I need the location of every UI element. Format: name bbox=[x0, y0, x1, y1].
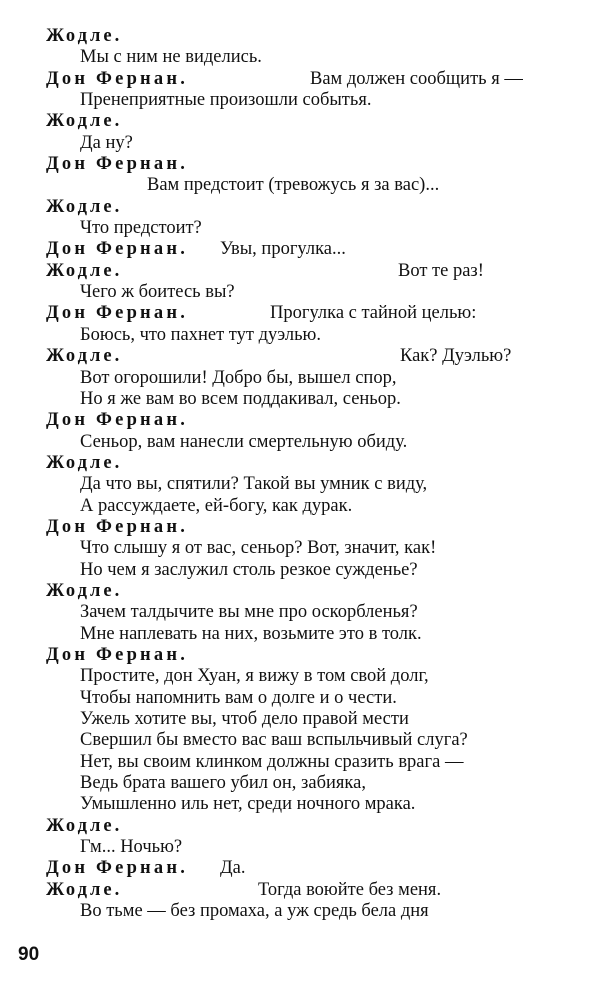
speaker-name: Жодле. bbox=[46, 26, 123, 46]
verse-line: Вот те раз! bbox=[398, 260, 484, 281]
verse-line: Нет, вы своим клинком должны сразить врага — bbox=[80, 751, 464, 772]
verse-line: Прогулка с тайной целью: bbox=[270, 303, 477, 324]
verse-line: А рассуждаете, ей-богу, как дурак. bbox=[80, 495, 353, 516]
verse-line: Пренеприятные произошли событья. bbox=[80, 90, 372, 111]
speaker-name: Дон Фернан. bbox=[46, 410, 189, 431]
text-line bbox=[0, 389, 600, 410]
verse-line: Ужель хотите вы, чтоб дело правой мести bbox=[80, 709, 409, 729]
verse-line: Боюсь, что пахнет тут дуэлью. bbox=[80, 324, 321, 345]
text-line bbox=[0, 474, 600, 495]
verse-line: Вот огорошили! Добро бы, вышел спор, bbox=[80, 367, 397, 388]
text-line bbox=[0, 111, 600, 132]
verse-line: Свершил бы вместо вас ваш вспыльчивый слуга? bbox=[80, 730, 468, 751]
text-line bbox=[0, 816, 600, 837]
speaker-name: Жодле. bbox=[46, 260, 123, 281]
text-line bbox=[0, 560, 600, 581]
verse-line: Как? Дуэлью? bbox=[400, 346, 512, 367]
verse-line: Да ну? bbox=[80, 132, 133, 153]
verse-line: Зачем талдычите вы мне про оскорбленья? bbox=[80, 602, 418, 623]
speaker-name: Жодле. bbox=[46, 452, 123, 473]
text-line bbox=[0, 69, 600, 90]
play-text bbox=[0, 26, 600, 922]
text-line bbox=[0, 410, 600, 431]
text-line bbox=[0, 325, 600, 346]
text-line bbox=[0, 837, 600, 858]
text-line bbox=[0, 666, 600, 687]
speaker-name: Дон Фернан. bbox=[46, 239, 189, 260]
text-line bbox=[0, 133, 600, 154]
speaker-name: Дон Фернан. bbox=[46, 154, 189, 175]
verse-line: Гм... Ночью? bbox=[80, 837, 183, 858]
speaker-name: Дон Фернан. bbox=[46, 644, 189, 665]
text-line bbox=[0, 26, 600, 47]
verse-line: Вам предстоит (тревожусь я за вас)... bbox=[147, 175, 440, 196]
text-line bbox=[0, 858, 600, 879]
text-line bbox=[0, 453, 600, 474]
verse-line: Мне наплевать на них, возьмите это в толк. bbox=[80, 623, 422, 644]
verse-line: Увы, прогулка... bbox=[220, 239, 346, 260]
verse-line: Чтобы напомнить вам о долге и о чести. bbox=[80, 687, 397, 708]
text-line bbox=[0, 261, 600, 282]
verse-line: Да. bbox=[220, 858, 246, 879]
text-line bbox=[0, 175, 600, 196]
text-line bbox=[0, 645, 600, 666]
text-line bbox=[0, 368, 600, 389]
text-line bbox=[0, 709, 600, 730]
text-line bbox=[0, 517, 600, 538]
text-line bbox=[0, 773, 600, 794]
text-line bbox=[0, 538, 600, 559]
verse-line: Мы с ним не виделись. bbox=[80, 47, 262, 68]
verse-line: Ведь брата вашего убил он, забияка, bbox=[80, 773, 366, 794]
text-line bbox=[0, 154, 600, 175]
verse-line: Но я же вам во всем поддакивал, сеньор. bbox=[80, 388, 401, 409]
text-line bbox=[0, 794, 600, 815]
text-line bbox=[0, 752, 600, 773]
verse-line: Но чем я заслужил столь резкое сужденье? bbox=[80, 559, 418, 580]
text-line bbox=[0, 602, 600, 623]
text-line bbox=[0, 282, 600, 303]
verse-line: Вам должен сообщить я — bbox=[310, 68, 523, 89]
verse-line: Сеньор, вам нанесли смертельную обиду. bbox=[80, 431, 408, 452]
speaker-name: Дон Фернан. bbox=[46, 858, 189, 879]
text-line bbox=[0, 496, 600, 517]
verse-line: Во тьме — без промаха, а уж средь бела дня bbox=[80, 901, 429, 922]
speaker-name: Жодле. bbox=[46, 111, 123, 132]
speaker-name: Жодле. bbox=[46, 580, 123, 601]
text-line bbox=[0, 730, 600, 751]
text-line bbox=[0, 581, 600, 602]
text-line bbox=[0, 47, 600, 68]
text-line bbox=[0, 346, 600, 367]
speaker-name: Жодле. bbox=[46, 346, 123, 367]
text-line bbox=[0, 688, 600, 709]
text-line bbox=[0, 218, 600, 239]
verse-line: Тогда воюйте без меня. bbox=[258, 879, 442, 900]
text-line bbox=[0, 197, 600, 218]
text-line bbox=[0, 624, 600, 645]
speaker-name: Дон Фернан. bbox=[46, 68, 189, 89]
speaker-name: Дон Фернан. bbox=[46, 516, 189, 537]
text-line bbox=[0, 432, 600, 453]
speaker-name: Жодле. bbox=[46, 815, 123, 836]
verse-line: Умышленно иль нет, среди ночного мрака. bbox=[80, 794, 416, 815]
verse-line: Что предстоит? bbox=[80, 218, 202, 239]
text-line bbox=[0, 90, 600, 111]
speaker-name: Дон Фернан. bbox=[46, 303, 189, 324]
speaker-name: Жодле. bbox=[46, 196, 123, 217]
verse-line: Простите, дон Хуан, я вижу в том свой долг, bbox=[80, 666, 429, 687]
verse-line: Да что вы, спятили? Такой вы умник с виду, bbox=[80, 474, 428, 495]
text-line bbox=[0, 901, 600, 922]
text-line bbox=[0, 239, 600, 260]
page-number: 90 bbox=[18, 944, 40, 965]
text-line bbox=[0, 880, 600, 901]
text-line bbox=[0, 303, 600, 324]
verse-line: Что слышу я от вас, сеньор? Вот, значит, как! bbox=[80, 538, 437, 559]
speaker-name: Жодле. bbox=[46, 879, 123, 900]
verse-line: Чего ж боитесь вы? bbox=[80, 282, 235, 303]
